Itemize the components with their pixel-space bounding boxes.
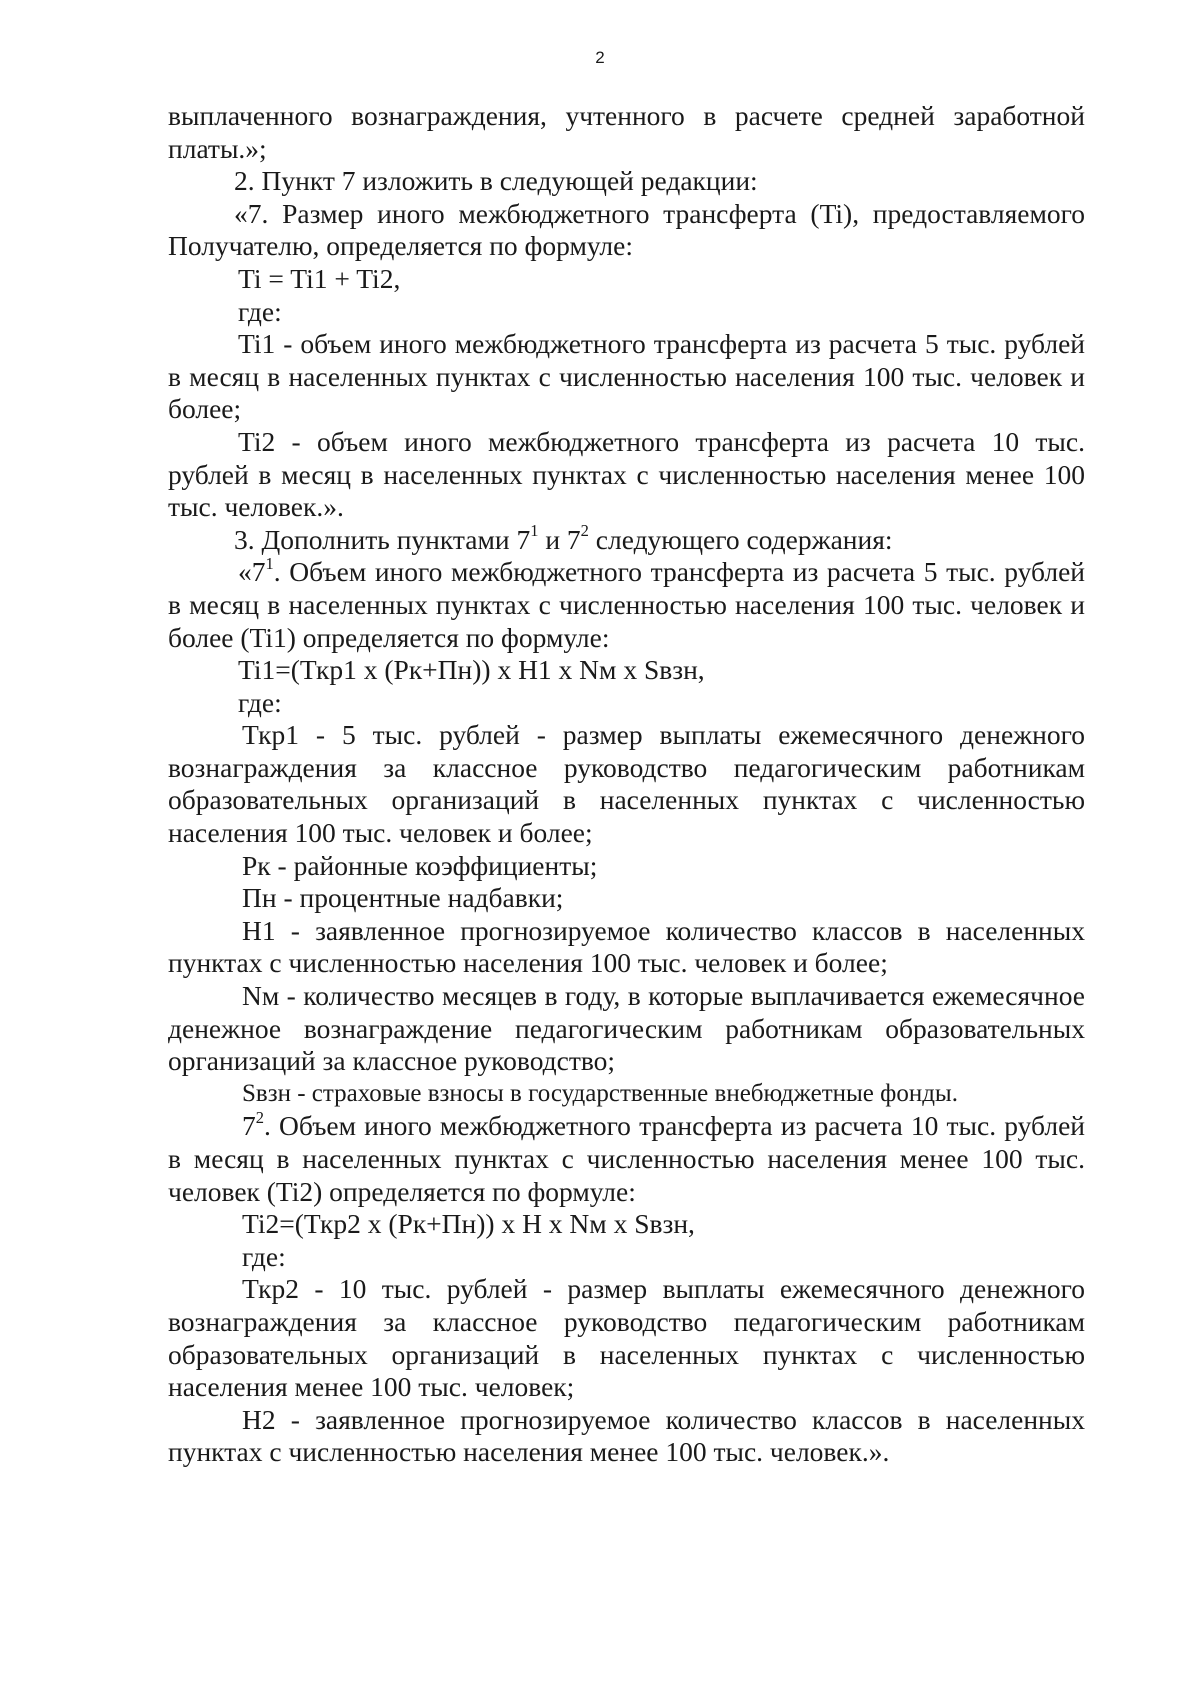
paragraph-continuation: выплаченного вознаграждения, учтенного в расчете средней заработной платы.»; (168, 100, 1085, 164)
where-label: где: (242, 1240, 286, 1272)
paragraph-item-3 (168, 521, 1085, 557)
definition-nm: Nм - количество месяцев в году, в которые выплачивается ежемесячное денежное вознаграждение педагогическим работникам образовательных организаций за классное руководство; (168, 980, 1085, 1077)
formula-ti2: Ti2=(Ткр2 х (Рк+Пн)) х Н х Nм х Sвзн, (242, 1208, 695, 1240)
point-7-2-superscript: 2 (255, 1107, 264, 1127)
definition-n2: Н2 - заявленное прогнозируемое количество классов в населенных пунктах с численностью населения менее 100 тыс. человек.». (168, 1403, 1085, 1468)
definition-n1: Н1 - заявленное прогнозируемое количество классов в населенных пунктах с численностью населения 100 тыс. человек и более; (168, 914, 1085, 979)
definition-ti2: Ti2 - объем иного межбюджетного трансферта из расчета 10 тыс. рублей в месяц в населенных пунктах с численностью населения менее 100 тыс. человек.». (168, 425, 1085, 523)
where-label: где: (238, 686, 282, 718)
point-7-1-superscript: 1 (265, 553, 274, 573)
definition-tkr1: Ткр1 - 5 тыс. рублей - размер выплаты ежемесячного денежного вознаграждения за классное руководство педагогическим работникам образовательных организаций в населенных пунктах с численностью населения 100 тыс. человек и более; (168, 719, 1085, 849)
document-body (168, 100, 1085, 1469)
definition-ti1: Ti1 - объем иного межбюджетного трансферта из расчета 5 тыс. рублей в месяц в населенных пунктах с численностью населения 100 тыс. человек и более; (168, 328, 1085, 425)
where-label: где: (238, 295, 282, 327)
paragraph-point-7-1 (168, 553, 1085, 654)
paragraph-point-7: «7. Размер иного межбюджетного трансферта (Ti), предоставляемого Получателю, определяется по формуле: (168, 197, 1085, 262)
item-3-text-middle: и 7 (538, 523, 581, 555)
paragraph-point-7-2 (168, 1107, 1085, 1208)
formula-ti1: Ti1=(Ткр1 х (Рк+Пн)) х Н1 х Nм х Sвзн, (238, 654, 705, 686)
page-number: 2 (595, 48, 605, 67)
definition-rk: Рк - районные коэффициенты; (242, 849, 598, 881)
formula-ti: Ti = Ti1 + Ti2, (238, 262, 401, 294)
paragraph-item-2: 2. Пункт 7 изложить в следующей редакции: (234, 165, 758, 197)
definition-svzn: Sвзн - страховые взносы в государственные внебюджетные фонды. (242, 1079, 958, 1107)
item-3-text-start: 3. Дополнить пунктами 7 (234, 523, 531, 555)
definition-tkr2: Ткр2 - 10 тыс. рублей - размер выплаты ежемесячного денежного вознаграждения за классное руководство педагогическим работникам образовательных организаций в населенных пунктах с численностью населения менее 100 тыс. человек; (168, 1273, 1085, 1403)
definition-pn: Пн - процентные надбавки; (242, 882, 564, 914)
item-3-superscript-2: 2 (580, 521, 589, 541)
point-7-2-prefix: 7 (242, 1110, 256, 1142)
item-3-text-end: следующего содержания: (588, 523, 893, 555)
point-7-2-text: . Объем иного межбюджетного трансферта из расчета 10 тыс. рублей в месяц в населенных пунктах с численностью населения менее 100 тыс. человек (Ti2) определяется по формуле: (168, 1110, 1085, 1207)
point-7-1-text: . Объем иного межбюджетного трансферта из расчета 5 тыс. рублей в месяц в населенных пунктах с численностью населения 100 тыс. человек и более (Ti1) определяется по формуле: (168, 556, 1085, 653)
point-7-1-prefix: «7 (238, 556, 266, 588)
item-3-superscript-1: 1 (530, 521, 539, 541)
